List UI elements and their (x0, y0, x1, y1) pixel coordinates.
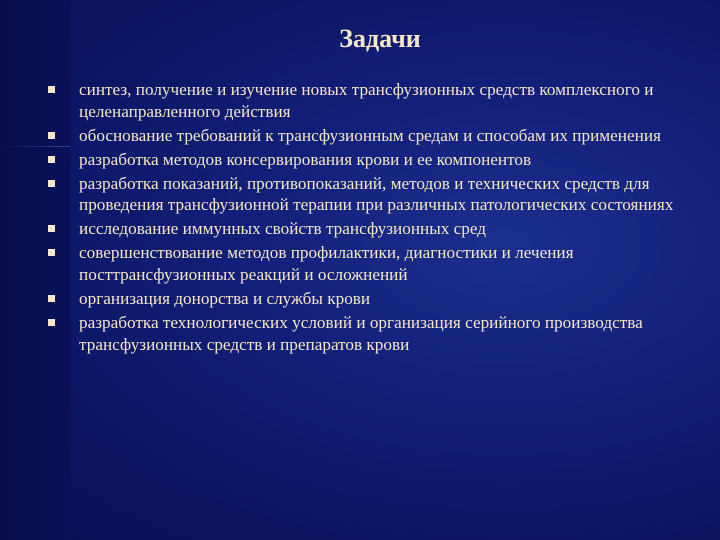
list-item-text: разработка методов консервирования крови и ее компонентов (79, 149, 532, 169)
list-item-text: организация донорства и службы крови (79, 289, 371, 309)
square-bullet-icon (48, 225, 55, 232)
square-bullet-icon (48, 180, 55, 187)
list-item (48, 242, 688, 285)
square-bullet-icon (48, 319, 55, 326)
list-item-text: обоснование требований к трансфузионным средам и способам их применения (79, 125, 661, 145)
square-bullet-icon (48, 249, 55, 256)
list-item-text: разработка показаний, противопоказаний, методов и технических средств для проведения трансфузионной терапии при различных патологических состояниях (79, 173, 674, 215)
list-item (48, 288, 688, 310)
square-bullet-icon (48, 295, 55, 302)
square-bullet-icon (48, 132, 55, 139)
list-item (48, 125, 688, 147)
slide-title: Задачи (339, 24, 421, 53)
tasks-list (48, 79, 688, 358)
list-item (48, 79, 688, 122)
square-bullet-icon (48, 156, 55, 163)
list-item (48, 173, 688, 216)
list-item (48, 218, 688, 240)
list-item-text: разработка технологических условий и организация серийного производства трансфузионных средств и препаратов крови (79, 313, 643, 354)
list-item-text: совершенствование методов профилактики, диагностики и лечения посттрансфузионных реакций и осложнений (79, 243, 574, 284)
list-item (48, 312, 688, 355)
list-item-text: синтез, получение и изучение новых трансфузионных средств комплексного и целенаправленного действия (79, 80, 654, 121)
list-item (48, 149, 688, 171)
square-bullet-icon (48, 86, 55, 93)
list-item-text: исследование иммунных свойств трансфузионных сред (79, 219, 487, 239)
